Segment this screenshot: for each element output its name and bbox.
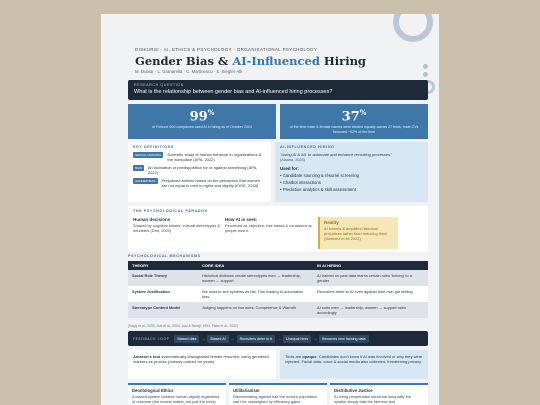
decorative-circle xyxy=(393,14,433,42)
research-question xyxy=(128,80,428,100)
ai-use-item: • Chatbot interactions xyxy=(280,180,321,185)
arrow-right-icon: → xyxy=(313,336,318,341)
definitions-title: KEY DEFINITIONS xyxy=(133,145,174,149)
arrow-right-icon: → xyxy=(201,336,206,341)
stat-caption: of the time male & female names were treated equally across 27 tests; male CVs favoured ~52% of the time xyxy=(289,125,419,134)
reality-text: AI inherits & amplifies historical prejudices rather than reducing them (Martinez et al. 2022) xyxy=(324,226,388,241)
stat-card xyxy=(280,104,428,139)
paradox-text: Perceived as objective, rule-based & consistent vs people trust it xyxy=(225,223,312,233)
table-cell: We want to see systems as fair. This leading to automation bias xyxy=(198,286,313,302)
feedback-loop xyxy=(128,331,428,346)
table-row xyxy=(128,286,428,302)
rq-text: What is the relationship between gender bias and AI-influenced hiring processes? xyxy=(134,89,333,95)
mechanisms-title: PSYCHOLOGICAL MECHANISMS xyxy=(128,254,201,258)
definition-text: Scientific study of human behavior in organizations & the workplace (APA, 2022) xyxy=(167,152,262,162)
ethics-text: AI hiring perpetuates structural inequality the system simply fails the fairness test xyxy=(334,394,411,404)
definition-item xyxy=(133,165,266,175)
arrow-right-icon: → xyxy=(276,336,281,341)
opacity-case: Tools are opaque. Candidates don't know if AI was involved or why they were rejected. Facial data, voice & social media also collected, threatening privacy xyxy=(280,350,428,379)
ai-source: (Alaana, 2025) xyxy=(280,158,305,162)
paradox-heading: How AI is seen xyxy=(225,217,257,222)
used-for-label: Used for: xyxy=(280,166,299,171)
ethics-heading: Utilitarianism xyxy=(233,388,260,393)
table-cell: AI sorts men → leadership, women → support roles accordingly xyxy=(313,302,428,318)
definition-tag: SEXUAL FRAMING xyxy=(135,153,162,157)
rq-label: RESEARCH QUESTION xyxy=(134,83,184,87)
definition-text: An inclination or predisposition for or against something (APA, 2022) xyxy=(147,165,258,175)
paradox-panel xyxy=(128,206,428,252)
kicker: DISKURSI - AI, ETHICS & PSYCHOLOGY - ORGANISATIONAL PSYCHOLOGY xyxy=(135,47,318,52)
ethics-card xyxy=(330,383,428,405)
stat-card xyxy=(128,104,276,139)
table-row xyxy=(128,302,428,318)
loop-step: Becomes new training data xyxy=(319,335,368,343)
opaque-text: . Candidates don't know if AI was involved or why they were rejected. Facial data, voice & social media also collected, threatening privacy xyxy=(285,354,423,364)
ethics-heading: Distributive Justice xyxy=(334,388,373,393)
table-cell: Stereotype Content Model xyxy=(128,302,198,318)
table-cell: AI trained on past data learns certain roles 'belong' to a gender xyxy=(313,270,428,286)
table-cell: Recruiters defer to AI even against their own gut feeling xyxy=(313,286,428,302)
table-cell: Social Role Theory xyxy=(128,270,198,286)
ethics-card xyxy=(128,383,226,405)
table-header: IN AI HIRING xyxy=(313,261,428,270)
reality-callout xyxy=(318,217,398,249)
ethics-text: Discriminating against half the world's population can't be outweighed by efficiency gains xyxy=(233,394,318,404)
decorative-dot xyxy=(423,64,428,69)
decorative-dot xyxy=(423,72,428,77)
paradox-text: Shaped by cognitive biases, cultural stereotypes & heuristics (Dror, 2020) xyxy=(133,223,220,233)
opaque-bold: opaque xyxy=(302,354,317,359)
ethics-heading: Deontological Ethics xyxy=(132,388,174,393)
paradox-title: THE PSYCHOLOGICAL PARADOX xyxy=(133,209,208,213)
ethics-text: A biased system violates human dignity regardless of outcome (the means matter, not just the ends) xyxy=(132,394,220,404)
amazon-bold: Amazon's tool xyxy=(133,354,161,359)
amazon-case xyxy=(128,350,276,379)
table-row xyxy=(128,270,428,286)
mechanisms-table xyxy=(128,261,428,318)
stat-caption: of Fortune 500 companies used AI in hiring as of October 2024 xyxy=(152,125,252,130)
definition-item xyxy=(133,178,266,188)
definition-tag: GENDER BIAS xyxy=(135,179,156,183)
page-title: Gender Bias & AI-Influenced Hiring xyxy=(135,54,366,68)
paradox-column xyxy=(133,217,221,233)
ethics-card xyxy=(229,383,327,405)
table-header: CORE IDEA xyxy=(198,261,313,270)
table-header-row xyxy=(128,261,428,270)
loop-step: Biased data xyxy=(174,335,199,343)
paradox-column xyxy=(225,217,313,233)
arrow-right-icon: → xyxy=(230,336,235,341)
ai-use-item: • Predictive analytics & skill assessment xyxy=(280,187,357,192)
ai-hiring-panel xyxy=(275,142,428,202)
loop-step: Unequal hires xyxy=(283,335,311,343)
loop-label: FEEDBACK LOOP xyxy=(133,336,170,341)
citation: (Eagly et al., 2000; Jost et al., 2004; Jost & Banaji, 1994; Fiske et al., 2002) xyxy=(128,324,238,328)
table-cell: Judging happens on two axes: Competence & Warmth xyxy=(198,302,313,318)
ai-use-item: • Candidate sourcing & résumé screening xyxy=(280,173,360,178)
loop-step: Recruiters defer to it xyxy=(237,335,275,343)
stat-value: 99% xyxy=(189,108,215,125)
table-cell: Historical divisions create stereotypes men → leadership, women → support xyxy=(198,270,313,286)
definitions-panel xyxy=(128,142,271,202)
ai-hiring-title: AI-INFLUENCED HIRING xyxy=(280,145,335,149)
amazon-text: systematically downgraded female résumés, using gendered markers as proxies (nobody noticed for years) xyxy=(133,354,269,364)
stat-value: 37% xyxy=(341,108,367,125)
table-cell: System Justification xyxy=(128,286,198,302)
poster xyxy=(101,14,439,405)
definition-item xyxy=(133,152,266,162)
ai-quote: "Using AI & ML to automate and enhance recruiting processes" xyxy=(280,152,392,157)
table-header: THEORY xyxy=(128,261,198,270)
authors: M. Dubiar · L. Granarella · C. Martinescu · S. Siegler-Alk xyxy=(135,69,243,74)
definition-tag: BIAS xyxy=(135,166,142,170)
reality-heading: Reality xyxy=(324,220,339,225)
loop-step: Biased AI xyxy=(207,335,228,343)
definition-text: Prejudiced actions based on the perception that women are not equal to men in rights and dignity (EIGE, 2018) xyxy=(161,178,261,188)
paradox-heading: Human decisions xyxy=(133,217,171,222)
